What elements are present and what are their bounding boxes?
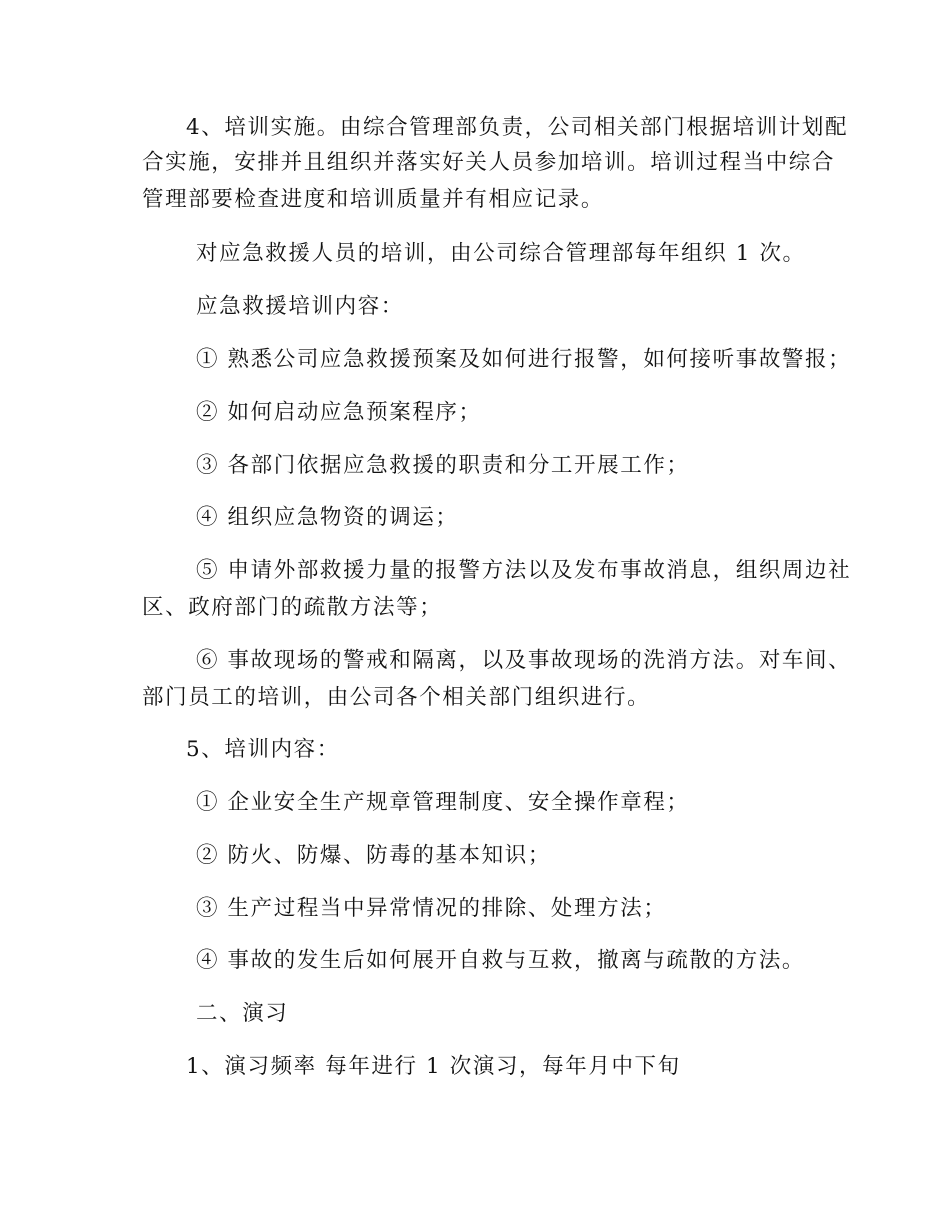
section-heading-drill: 二、演习 <box>196 1001 289 1026</box>
list-item-6-line-1: ⑥ 事故现场的警戒和隔离，以及事故现场的洗消方法。对车间、 <box>196 648 852 673</box>
heading-training-content: 5、培训内容： <box>186 737 340 762</box>
paragraph-training-implementation-line-1: 4、培训实施。由综合管理部负责，公司相关部门根据培训计划配 <box>186 115 849 140</box>
paragraph-drill-frequency: 1、演习频率 每年进行 1 次演习，每年月中下旬 <box>186 1054 681 1079</box>
list-item-5-line-1: ⑤ 申请外部救援力量的报警方法以及发布事故消息，组织周边社 <box>196 558 852 583</box>
heading-emergency-training-content: 应急救援培训内容： <box>196 294 404 319</box>
paragraph-emergency-staff-training: 对应急救援人员的培训，由公司综合管理部每年组织 1 次。 <box>196 241 806 266</box>
content-item-1: ① 企业安全生产规章管理制度、安全操作章程； <box>196 790 690 815</box>
content-item-3: ③ 生产过程当中异常情况的排除、处理方法； <box>196 896 667 921</box>
paragraph-training-implementation-line-2: 合实施，安排并且组织并落实好关人员参加培训。培训过程当中综合 <box>142 150 836 175</box>
list-item-2: ② 如何启动应急预案程序； <box>196 400 482 425</box>
list-item-3: ③ 各部门依据应急救援的职责和分工开展工作； <box>196 453 690 478</box>
paragraph-training-implementation-line-3: 管理部要检查进度和培训质量并有相应记录。 <box>142 187 605 212</box>
list-item-6-line-2: 部门员工的培训，由公司各个相关部门组织进行。 <box>142 685 651 710</box>
content-item-2: ② 防火、防爆、防毒的基本知识； <box>196 843 551 868</box>
list-item-4: ④ 组织应急物资的调运； <box>196 505 459 530</box>
list-item-1: ① 熟悉公司应急救援预案及如何进行报警，如何接听事故警报； <box>196 347 852 372</box>
content-item-4: ④ 事故的发生后如何展开自救与互救，撤离与疏散的方法。 <box>196 948 806 973</box>
list-item-5-line-2: 区、政府部门的疏散方法等； <box>142 595 443 620</box>
